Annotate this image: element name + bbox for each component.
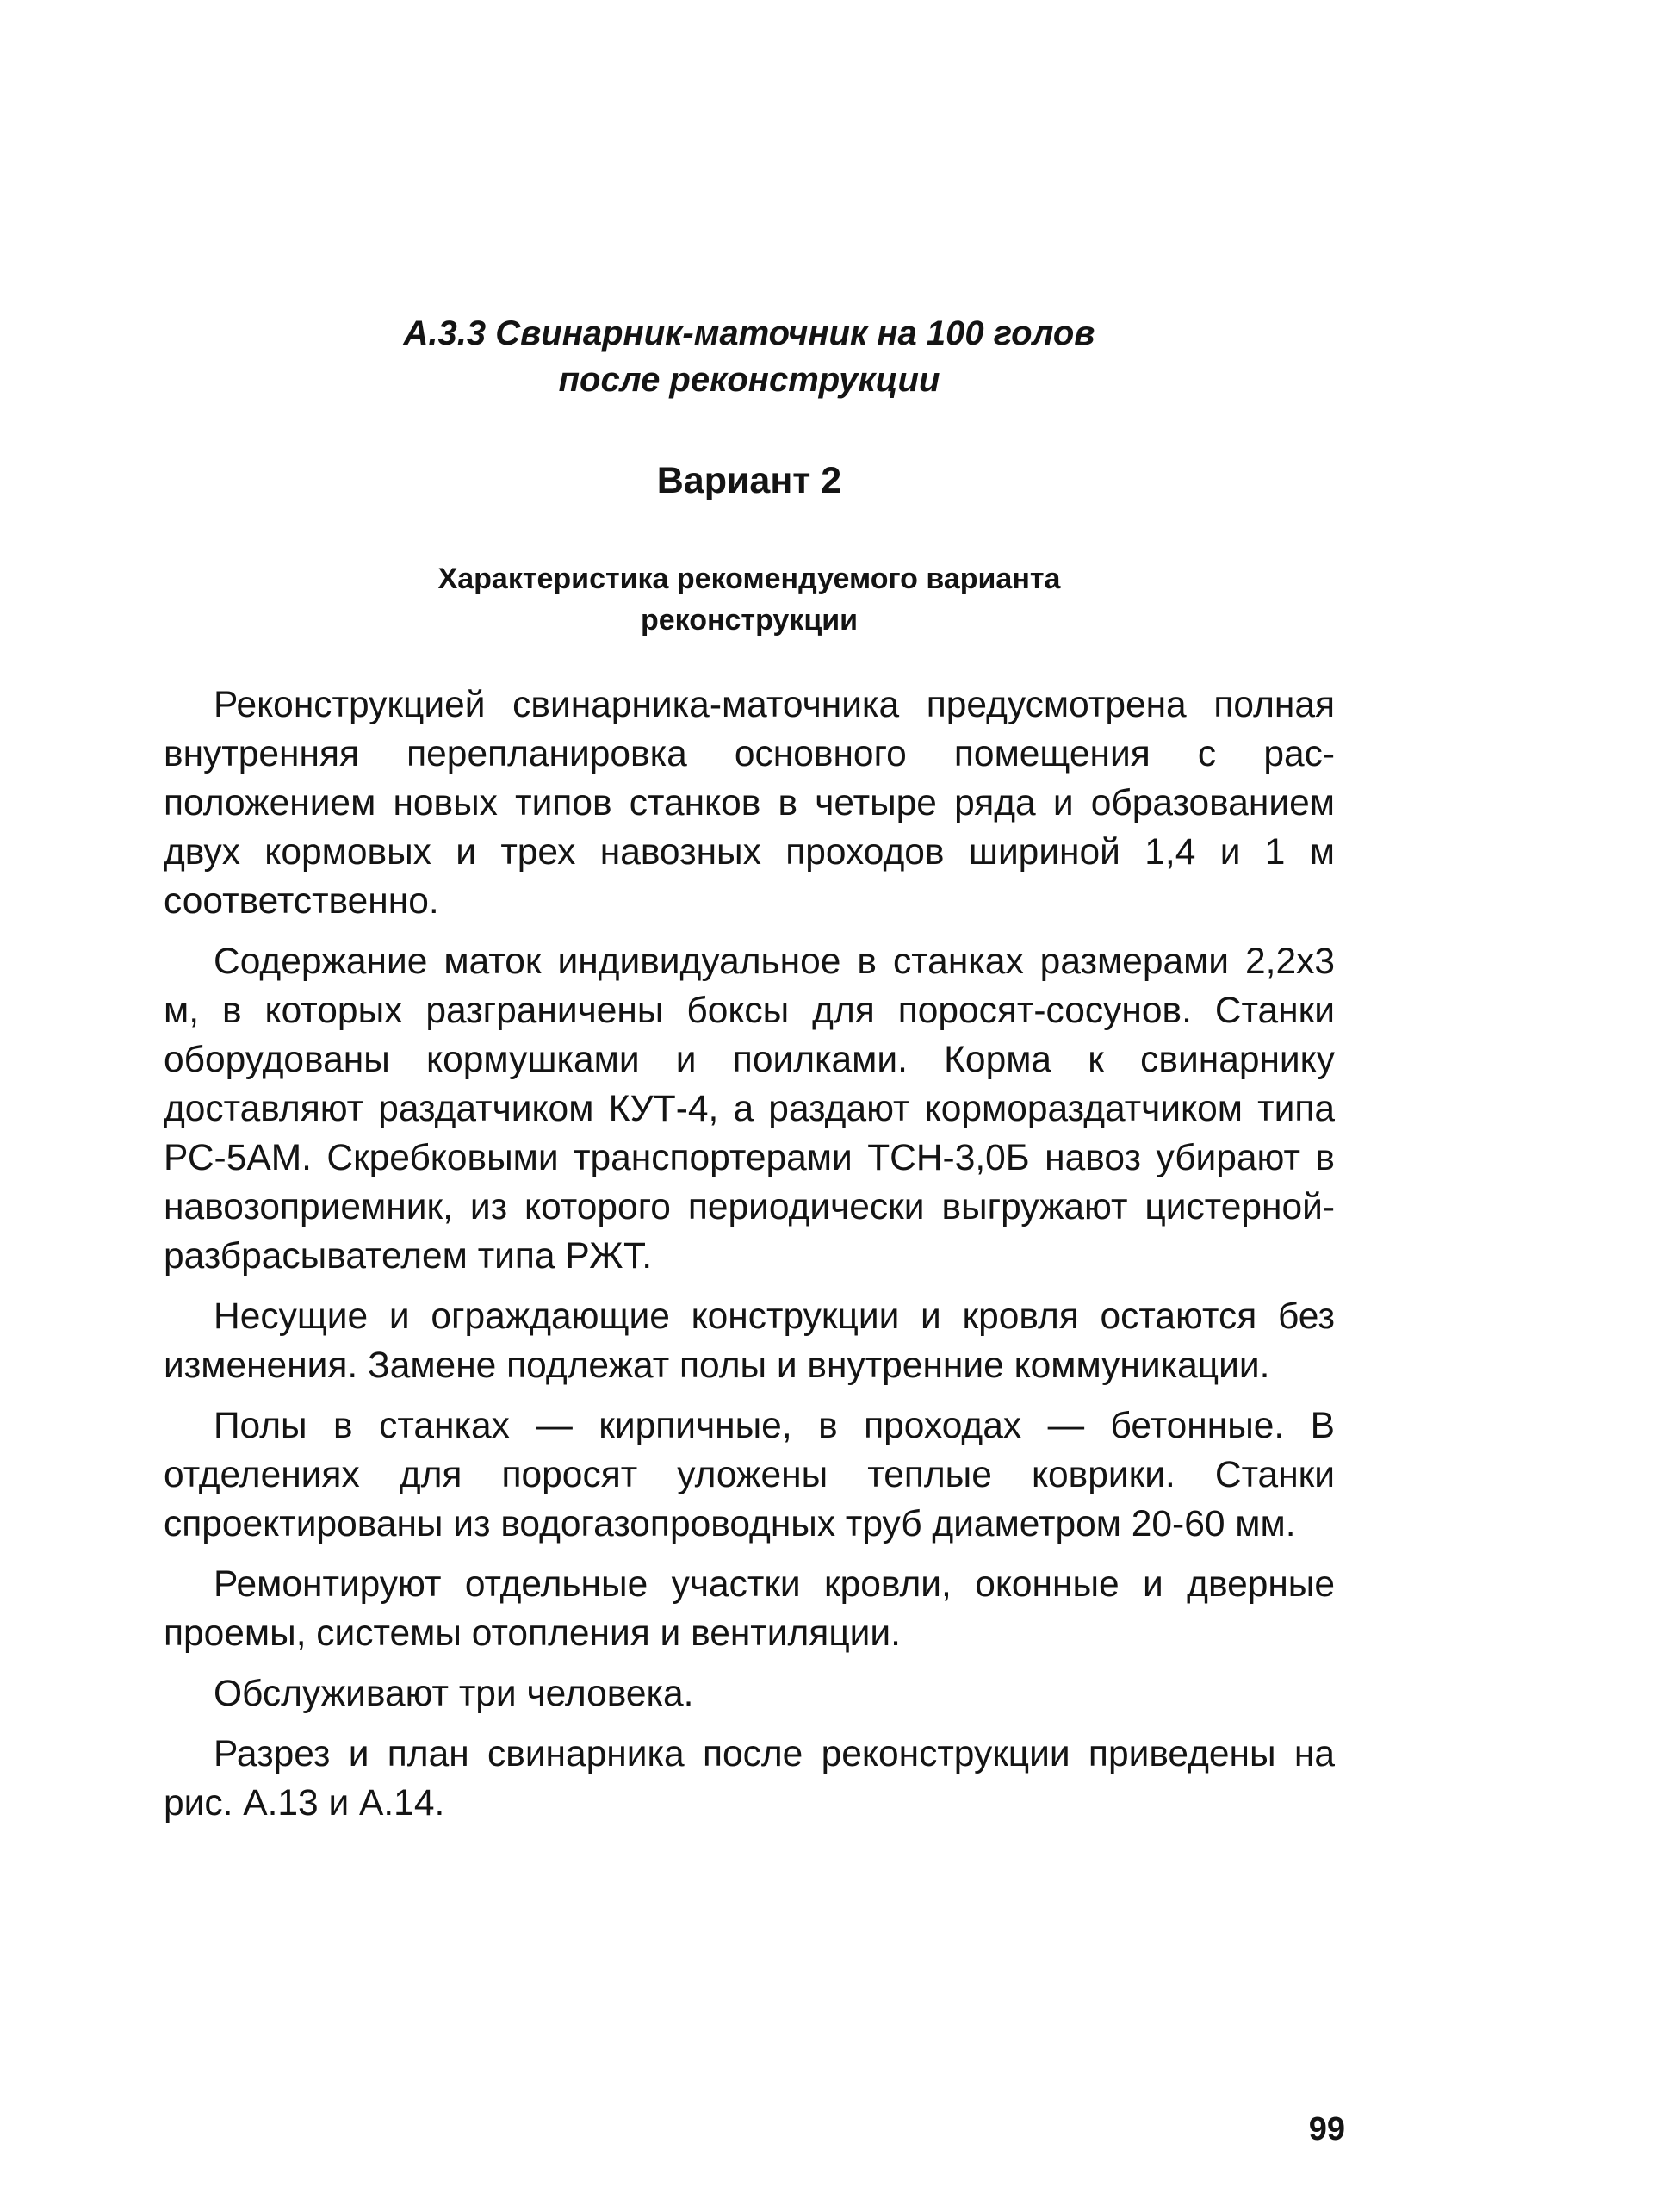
section-heading-line-2: после реконструкции (558, 361, 940, 399)
book-page (164, 310, 1335, 1839)
characteristics-heading (164, 558, 1335, 641)
paragraph-sow-housing: Содержание маток индивидуальное в станках размерами 2,2х3 м, в которых разграничены боксы для поросят-сосунов. Станки оборудованы кормушками и поилками. Корма к свинарнику доставляют раздатчиком КУТ-4, а раздают кормораздатчиком типа РС-5АМ. Скребковыми транспортерами ТСН-3,0Б навоз убирают в навозоприемник, из которого периодически выгружают цистерной-разбрасывателем типа РЖТ. (164, 941, 1335, 1277)
paragraph-repairs: Ремонтируют отдельные участки кровли, оконные и дверные проемы, системы отопления и вентиляции. (164, 1564, 1335, 1654)
variant-heading: Вариант 2 (656, 460, 842, 501)
body-text (164, 680, 1335, 1828)
section-heading-line-1: А.3.3 Свинарник-маточник на 100 голов (403, 314, 1095, 352)
paragraph-reconstruction: Реконструкцией свинарника-маточника предусмотрена полная внутренняя перепланировка основного помещения с расположением новых типов станков в четыре ряда и образованием двух кормовых и трех навозных проходов шириной 1,4 и 1 м соответственно. (164, 685, 1335, 922)
paragraph-structures: Несущие и ограждающие конструкции и кровля остаются без изменения. Замене подлежат полы и внутренние коммуникации. (164, 1296, 1335, 1386)
characteristics-heading-line-1: Характеристика рекомендуемого варианта (437, 562, 1061, 595)
characteristics-heading-line-2: реконструкции (640, 604, 859, 637)
paragraph-figures: Разрез и план свинарника после реконструкции приведены на рис. А.13 и А.14. (164, 1734, 1335, 1824)
paragraph-staff: Обслуживают три человека. (214, 1674, 694, 1714)
section-heading (164, 310, 1335, 403)
page-number: 99 (1308, 2111, 1345, 2147)
paragraph-floors: Полы в станках — кирпичные, в проходах — бетонные. В отделениях для поросят уложены теплые коврики. Станки спроектированы из водогазопроводных труб диаметром 20-60 мм. (164, 1406, 1335, 1544)
